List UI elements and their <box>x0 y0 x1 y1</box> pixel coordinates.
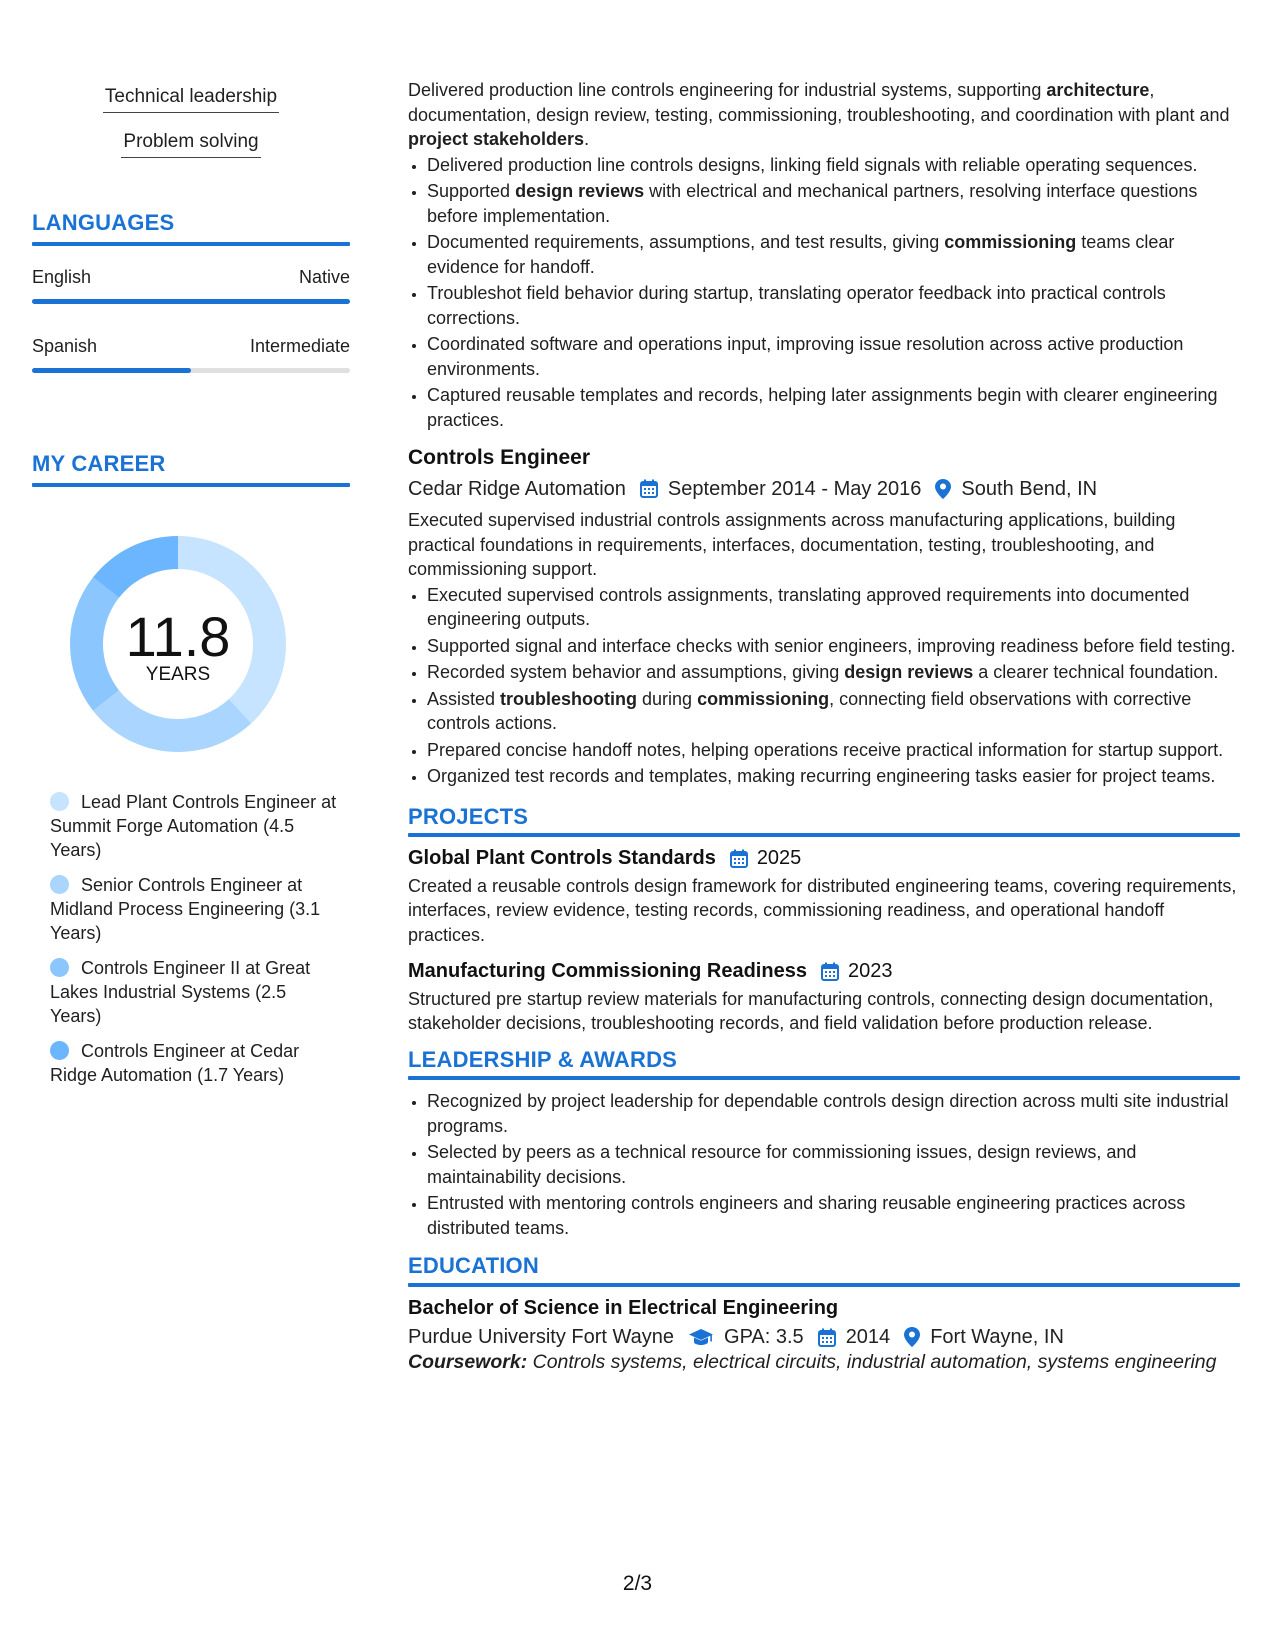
career-legend-item <box>50 873 340 945</box>
language-bar-fill <box>32 368 191 373</box>
education-meta <box>408 1325 1240 1350</box>
education-section <box>408 1254 1240 1375</box>
language-name: English <box>32 267 92 287</box>
awards-list <box>408 1089 1240 1240</box>
language-row-english <box>32 267 350 288</box>
career-total-unit: YEARS <box>145 664 211 685</box>
calendar-icon <box>818 1328 836 1347</box>
education-school: Purdue University Fort Wayne <box>408 1326 675 1348</box>
job-bullet: • Organized test records and templates, making recurring engineering tasks easier for project teams. <box>427 764 1240 789</box>
career-rule <box>32 483 350 487</box>
job-bullet: • Supported design reviews with electrical and mechanical partners, resolving interface questions before implementation. <box>427 179 1240 228</box>
projects-section <box>408 805 1240 1036</box>
project-year: 2025 <box>756 847 802 869</box>
education-gpa: GPA: 3.5 <box>724 1326 804 1348</box>
projects-rule <box>408 833 1240 837</box>
project-item <box>408 846 1240 947</box>
skill-item <box>32 131 350 158</box>
job-summary: Executed supervised industrial controls assignments across manufacturing applications, building practical foundations in requirements, interfaces, documentation, testing, troubleshooting, and commissioning support. <box>408 510 1176 579</box>
skill-item <box>32 86 350 113</box>
job-bullet: • Captured reusable templates and records, helping later assignments begin with clearer engineering practices. <box>427 383 1240 432</box>
career-legend-label: Controls Engineer II at Great Lakes Industrial Systems (2.5 Years) <box>50 958 311 1026</box>
career-total-years: 11.8 <box>125 605 231 668</box>
languages-section <box>32 210 350 246</box>
language-level: Intermediate <box>249 336 350 356</box>
career-legend-item <box>50 1039 340 1087</box>
skill-label: Technical leadership <box>103 86 279 113</box>
award-item: • Recognized by project leadership for dependable controls design direction across multi site industrial programs. <box>427 1089 1240 1138</box>
job-bullet: • Documented requirements, assumptions, and test results, giving commissioning teams clear evidence for handoff. <box>427 230 1240 279</box>
job-title: Controls Engineer <box>408 446 591 469</box>
coursework-text: Controls systems, electrical circuits, industrial automation, systems engineering <box>527 1350 1217 1373</box>
career-legend-item <box>50 790 340 862</box>
job-dates: September 2014 - May 2016 <box>667 477 922 500</box>
award-item: • Entrusted with mentoring controls engineers and sharing reusable engineering practices across distributed teams. <box>427 1191 1240 1240</box>
education-degree: Bachelor of Science in Electrical Engineering <box>408 1296 839 1319</box>
job-bullet: • Coordinated software and operations input, improving issue resolution across active production environments. <box>427 332 1240 381</box>
job-bullets <box>408 583 1240 789</box>
projects-heading: PROJECTS <box>408 803 529 829</box>
job-bullets <box>408 153 1240 433</box>
job-meta <box>408 477 1240 502</box>
location-pin-icon <box>904 1327 920 1347</box>
language-bar-spanish <box>32 368 350 373</box>
career-legend-label: Senior Controls Engineer at Midland Process Engineering (3.1 Years) <box>50 875 321 943</box>
education-coursework <box>408 1350 1240 1375</box>
job-bullet: • Executed supervised controls assignments, translating approved requirements into documented engineering outputs. <box>427 583 1240 632</box>
career-legend-item <box>50 956 340 1028</box>
job-bullet: • Delivered production line controls designs, linking field signals with reliable operating sequences. <box>427 153 1240 178</box>
job-company: Cedar Ridge Automation <box>408 477 626 500</box>
awards-section <box>408 1048 1240 1241</box>
main-content <box>408 78 1240 1375</box>
legend-dot-icon <box>50 875 69 894</box>
languages-rule <box>32 242 350 246</box>
awards-rule <box>408 1076 1240 1080</box>
calendar-icon <box>821 962 839 981</box>
language-name: Spanish <box>32 336 98 356</box>
project-year: 2023 <box>847 960 893 982</box>
graduation-cap-icon <box>688 1328 714 1346</box>
page-number: 2/3 <box>622 1572 653 1595</box>
language-row-spanish <box>32 336 350 357</box>
job-location: South Bend, IN <box>961 477 1098 500</box>
donut-segment <box>93 690 251 752</box>
language-level: Native <box>298 267 350 287</box>
awards-heading: LEADERSHIP & AWARDS <box>408 1046 678 1072</box>
job-summary: Delivered production line controls engineering for industrial systems, supporting architecture, documentation, design review, testing, commissioning, troubleshooting, and coordination with plant and project stakeholders. <box>408 80 1230 149</box>
calendar-icon <box>730 849 748 868</box>
job-bullet: • Troubleshot field behavior during startup, translating operator feedback into practical controls corrections. <box>427 281 1240 330</box>
award-item: • Selected by peers as a technical resource for commissioning issues, design reviews, and maintainability decisions. <box>427 1140 1240 1189</box>
education-location: Fort Wayne, IN <box>930 1326 1064 1348</box>
career-legend-label: Controls Engineer at Cedar Ridge Automation (1.7 Years) <box>50 1041 300 1085</box>
calendar-icon <box>640 479 658 498</box>
job-bullet: • Prepared concise handoff notes, helping operations receive practical information for startup support. <box>427 738 1240 763</box>
project-header <box>408 959 1240 984</box>
career-heading: MY CAREER <box>32 451 166 476</box>
project-name: Manufacturing Commissioning Readiness <box>408 960 807 982</box>
legend-dot-icon <box>50 958 69 977</box>
languages-heading: LANGUAGES <box>32 210 175 235</box>
job-bullet: • Supported signal and interface checks with senior engineers, improving readiness before field testing. <box>427 634 1240 659</box>
language-bar-english <box>32 299 350 304</box>
job-bullet: • Assisted troubleshooting during commissioning, connecting field observations with corrective controls actions. <box>427 687 1240 736</box>
project-name: Global Plant Controls Standards <box>408 847 716 869</box>
project-item <box>408 959 1240 1036</box>
education-year: 2014 <box>845 1326 891 1348</box>
career-legend-label: Lead Plant Controls Engineer at Summit Forge Automation (4.5 Years) <box>50 792 337 860</box>
career-section <box>32 451 350 487</box>
job-bullet: • Recorded system behavior and assumptions, giving design reviews a clearer technical foundation. <box>427 660 1240 685</box>
legend-dot-icon <box>50 792 69 811</box>
legend-dot-icon <box>50 1041 69 1060</box>
coursework-label: Coursework: <box>408 1350 528 1373</box>
education-heading: EDUCATION <box>408 1253 539 1278</box>
project-description: Created a reusable controls design framework for distributed engineering teams, covering requirements, interfaces, review evidence, testing records, commissioning readiness, and operational handoff practices. <box>408 875 1237 945</box>
skill-label: Problem solving <box>121 131 260 158</box>
education-rule <box>408 1283 1240 1287</box>
language-bar-fill <box>32 299 350 304</box>
location-pin-icon <box>935 479 951 499</box>
career-legend <box>50 790 340 1098</box>
project-description: Structured pre startup review materials for manufacturing controls, connecting design documentation, stakeholder decisions, troubleshooting records, and field validation before production release. <box>408 988 1214 1033</box>
project-header <box>408 846 1240 871</box>
